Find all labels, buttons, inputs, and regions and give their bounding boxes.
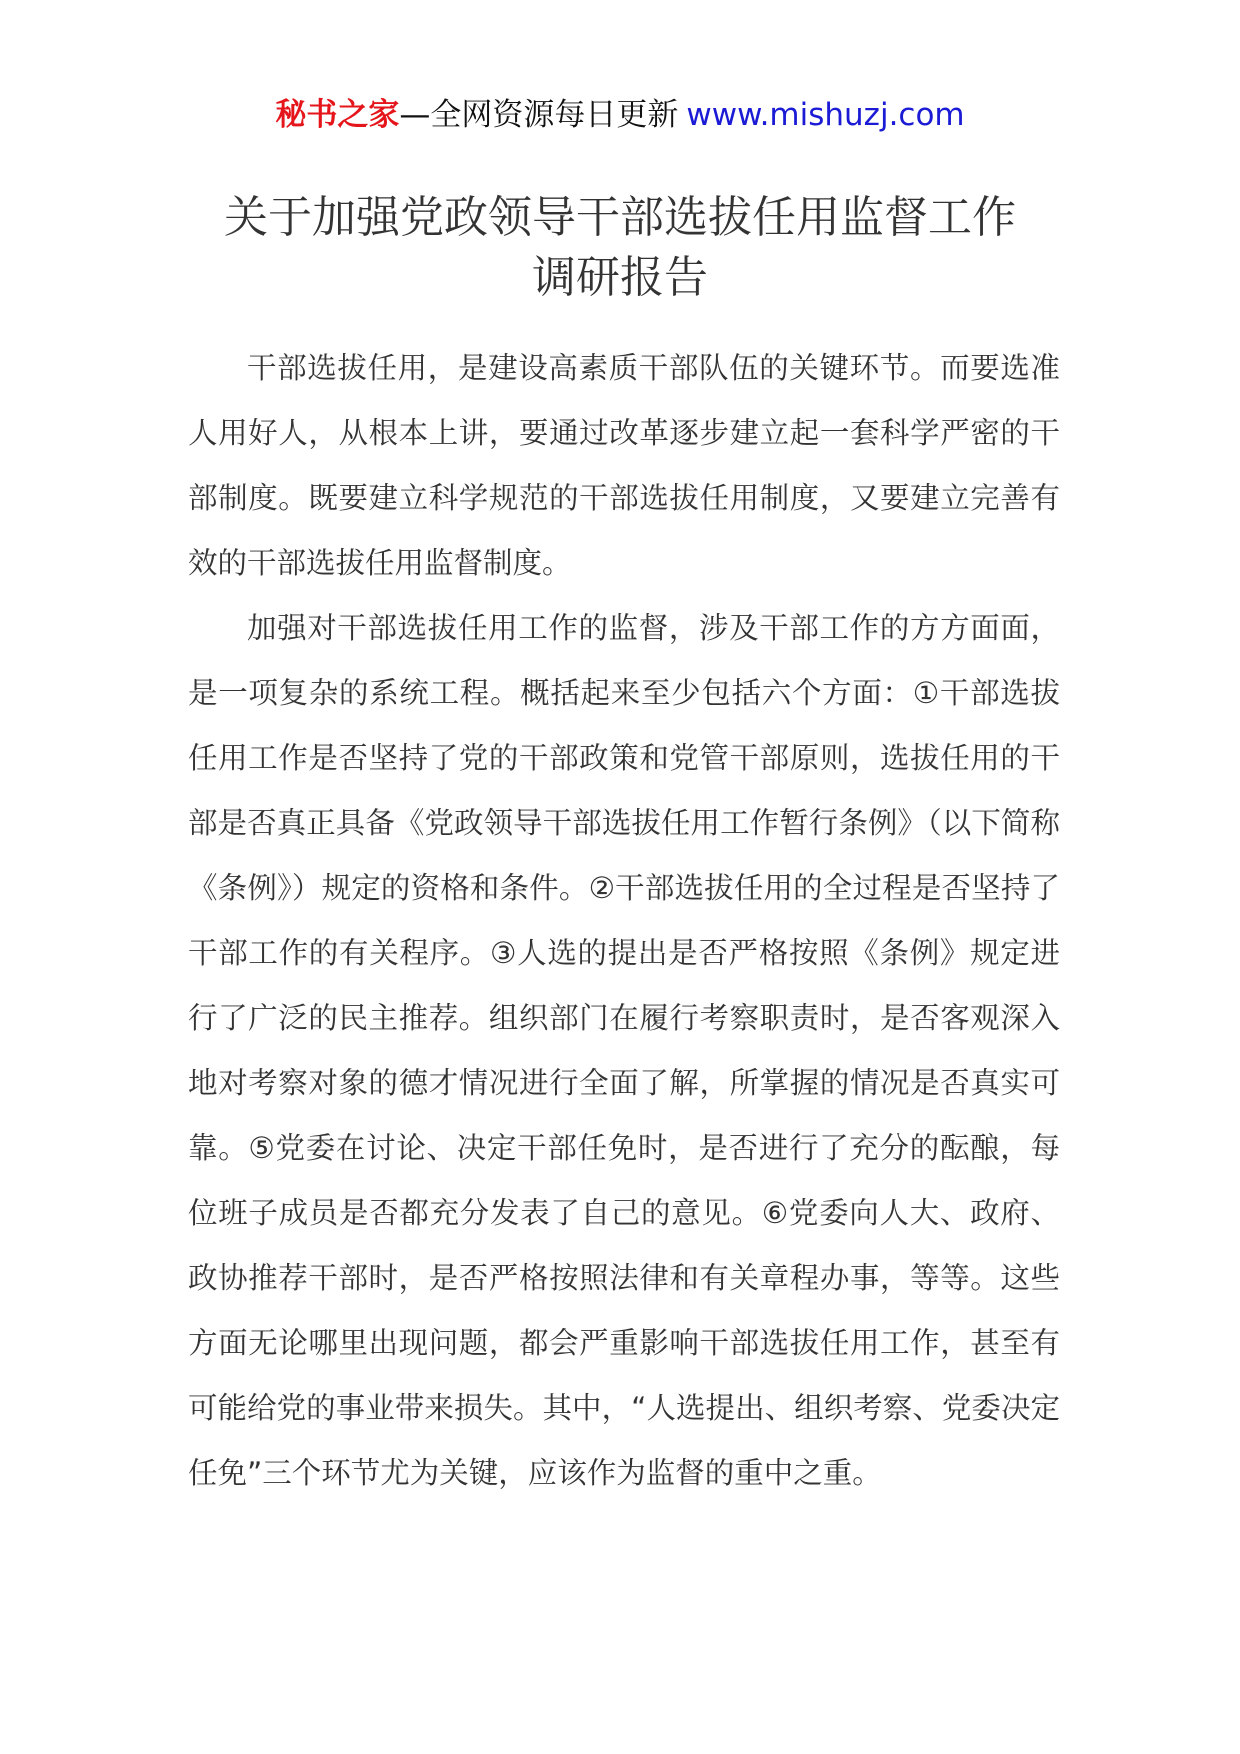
header-tagline: —全网资源每日更新: [399, 97, 679, 133]
document-title-line-1: 关于加强党政领导干部选拔任用监督工作: [224, 192, 1016, 243]
document-title-line-2: 调研报告: [532, 252, 708, 303]
paragraph-1: 干部选拔任用，是建设高素质干部队伍的关键环节。而要选准人用好人，从根本上讲，要通过改革逐步建立起一套科学严密的干部制度。既要建立科学规范的干部选拔任用制度，又要建立完善有效的干部选拔任用监督制度。: [188, 351, 1060, 580]
document-title: [120, 188, 1120, 308]
document-body: [188, 336, 1060, 1506]
brand-name: 秘书之家: [275, 97, 400, 133]
paragraph-2: 加强对干部选拔任用工作的监督，涉及干部工作的方方面面，是一项复杂的系统工程。概括起来至少包括六个方面：①干部选拔任用工作是否坚持了党的干部政策和党管干部原则，选拔任用的干部是否真正具备《党政领导干部选拔任用工作暂行条例》（以下简称《条例》）规定的资格和条件。②干部选拔任用的全过程是否坚持了干部工作的有关程序。③人选的提出是否严格按照《条例》规定进行了广泛的民主推荐。组织部门在履行考察职责时，是否客观深入地对考察对象的德才情况进行全面了解，所掌握的情况是否真实可靠。⑤党委在讨论、决定干部任免时，是否进行了充分的酝酿，每位班子成员是否都充分发表了自己的意见。⑥党委向人大、政府、政协推荐干部时，是否严格按照法律和有关章程办事，等等。这些方面无论哪里出现问题，都会严重影响干部选拔任用工作，甚至有可能给党的事业带来损失。其中，“人选提出、组织考察、党委决定任免”三个环节尤为关键，应该作为监督的重中之重。: [188, 611, 1060, 1490]
site-url-link[interactable]: www.mishuzj.com: [686, 97, 965, 133]
site-header: [0, 94, 1240, 136]
